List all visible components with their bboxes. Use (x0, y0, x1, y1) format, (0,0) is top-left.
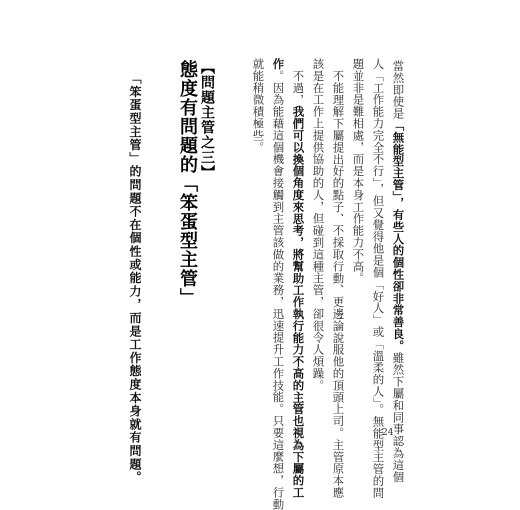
emphasis-text: 我們可以換個角度來思考，將幫助工作執行能力不高的主管也視為下屬的工 (291, 105, 306, 499)
body-line: 不能理解下屬提出好的點子、不採取行動、更邊論說服他的頂頭上司。主管原本應 (331, 70, 346, 499)
emphasis-text: 作 (271, 58, 286, 70)
page-number: 24 (382, 428, 394, 438)
section-label: 【問題主管之三】 (199, 60, 215, 180)
body-line: 人「工作能力完全不行」，但又覺得他是個「好人」或「溫柔的人」。無能型主管的問 (371, 58, 386, 499)
body-text-run: 不過， (291, 70, 306, 106)
body-line: 題並非是難相處，而是本身工作能力不高。 (351, 58, 366, 285)
body-line (391, 60, 406, 483)
emphasis-text: 「無能型主管」，有些人的個性卻非常善良。 (391, 119, 406, 352)
body-text-run: 。因為能藉這個機會接觸到主管該做的業務，迅速提升工作技能。只要這麼想，行動 (271, 69, 286, 510)
body-text-run: 當然即使是 (391, 60, 406, 120)
section-title: 態度有問題的「笨蛋型主管」 (177, 60, 198, 307)
body-line: 該是在工作上提供協助的人，但碰到這種主管，卻很令人煩躁。 (311, 58, 326, 392)
body-text-run: 雖然下屬和同事認為這個 (391, 351, 406, 483)
body-line: 就能稍微積極些。 (251, 58, 266, 154)
body-line (291, 70, 306, 499)
section-summary: 「笨蛋型主管」的問題不在個性或能力，而是工作態度本身就有問題。 (128, 72, 142, 485)
body-line (271, 58, 286, 510)
